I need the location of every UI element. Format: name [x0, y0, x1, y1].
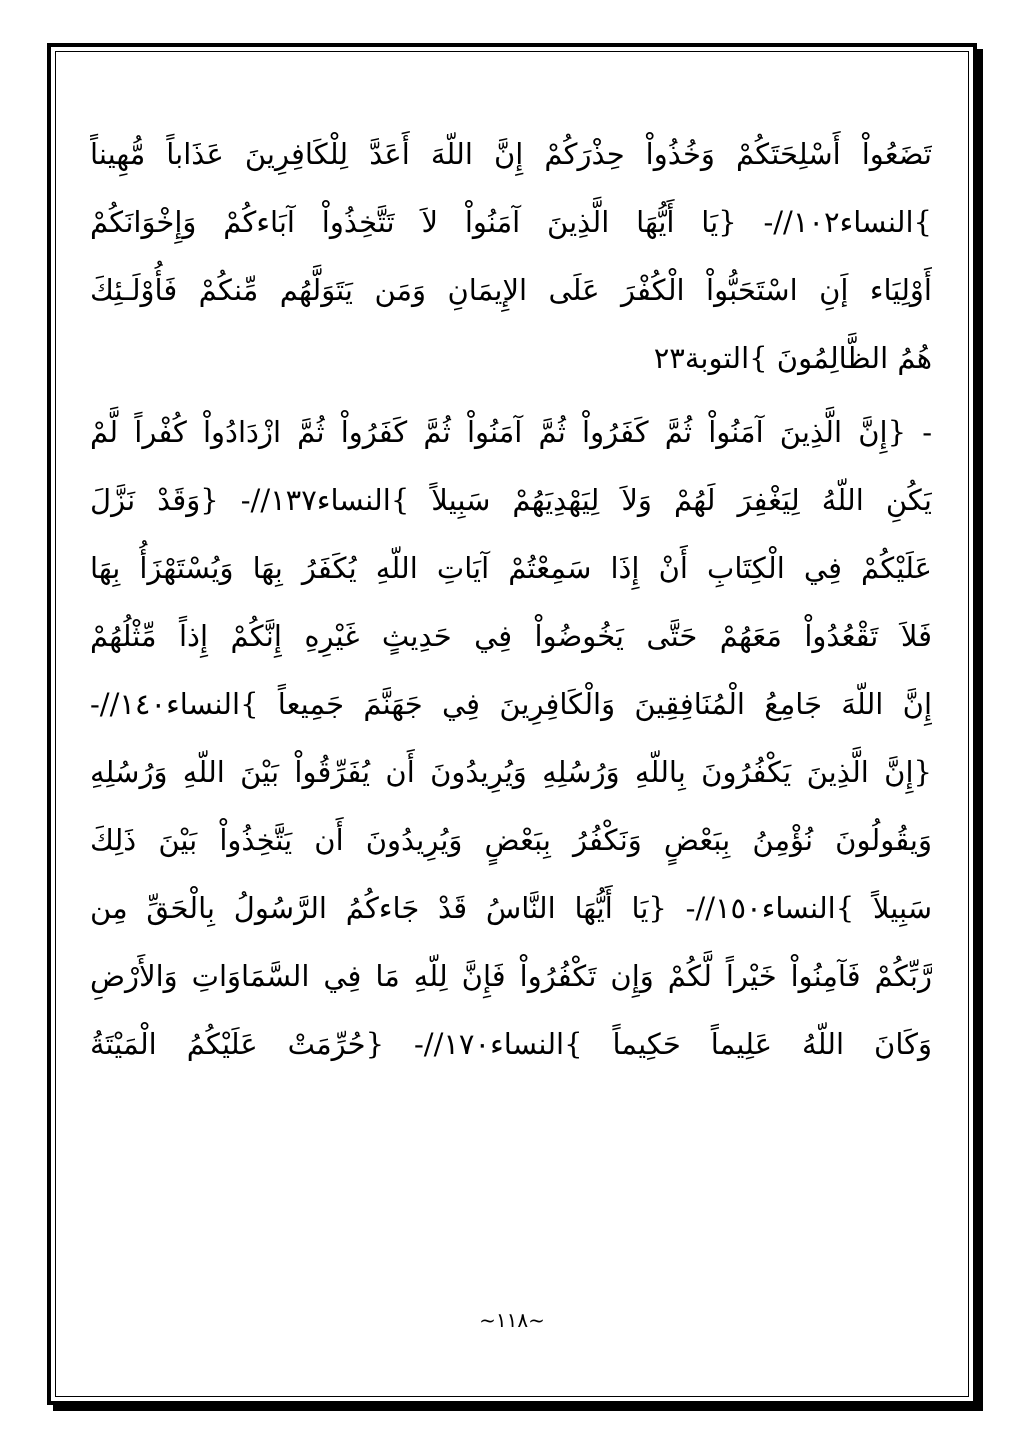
text-line-1: تَضَعُواْ أَسْلِحَتَكُمْ وَخُذُواْ حِذْرَكُمْ إِنَّ اللّهَ أَعَدَّ لِلْكَافِرِينَ عَذَاباً مُّهِيناً — [90, 137, 932, 171]
text-line-11: وَيقُولُونَ نُؤْمِنُ بِبَعْضٍ وَنَكْفُرُ بِبَعْضٍ وَيُرِيدُونَ أَن يَتَّخِذُواْ بَيْنَ ذَلِكَ — [90, 823, 932, 857]
document-body — [90, 120, 932, 1078]
page-number: ~١١٨~ — [479, 1308, 545, 1332]
text-line-6: يَكُنِ اللّهُ لِيَغْفِرَ لَهُمْ وَلاَ لِيَهْدِيَهُمْ سَبِيلاً }النساء١٣٧//- {وَقَدْ نَزَّلَ — [90, 483, 932, 517]
text-line-10: {إِنَّ الَّذِينَ يَكْفُرُونَ بِاللّهِ وَرُسُلِهِ وَيُرِيدُونَ أَن يُفَرِّقُواْ بَيْنَ اللّهِ وَرُسُلِهِ — [90, 755, 932, 789]
text-line-9: إِنَّ اللّهَ جَامِعُ الْمُنَافِقِينَ وَالْكَافِرِينَ فِي جَهَنَّمَ جَمِيعاً }النساء١٤٠//- — [90, 687, 932, 721]
text-line-7: عَلَيْكُمْ فِي الْكِتَابِ أَنْ إِذَا سَمِعْتُمْ آيَاتِ اللّهِ يُكَفَرُ بِهَا وَيُسْتَهْزَأُ بِهَا — [90, 551, 932, 585]
text-line-4: هُمُ الظَّالِمُونَ }التوبة٢٣ — [653, 341, 932, 375]
text-line-8: فَلاَ تَقْعُدُواْ مَعَهُمْ حَتَّى يَخُوضُواْ فِي حَدِيثٍ غَيْرِهِ إِنَّكُمْ إِذاً مِّثْلُهُمْ — [90, 619, 932, 653]
text-line-14: وَكَانَ اللّهُ عَلِيماً حَكِيماً }النساء١٧٠//- {حُرِّمَتْ عَلَيْكُمُ الْمَيْتَةُ — [90, 1027, 932, 1061]
text-line-3: أَوْلِيَاء إَنِ اسْتَحَبُّواْ الْكُفْرَ عَلَى الإِيمَانِ وَمَن يَتَوَلَّهُم مِّنكُمْ فَأُوْلَـئِكَ — [90, 273, 932, 307]
text-line-5: - {إِنَّ الَّذِينَ آمَنُواْ ثُمَّ كَفَرُواْ ثُمَّ آمَنُواْ ثُمَّ كَفَرُواْ ثُمَّ ازْدَادُواْ كُفْراً لَّمْ — [90, 415, 932, 449]
text-line-12: سَبِيلاً }النساء١٥٠//- {يَا أَيُّهَا النَّاسُ قَدْ جَاءكُمُ الرَّسُولُ بِالْحَقِّ مِن — [90, 891, 932, 925]
text-line-13: رَّبِّكُمْ فَآمِنُواْ خَيْراً لَّكُمْ وَإِن تَكْفُرُواْ فَإِنَّ لِلّهِ مَا فِي السَّمَاوَاتِ وَالأَرْضِ — [90, 959, 932, 993]
text-line-2: }النساء١٠٢//- {يَا أَيُّهَا الَّذِينَ آمَنُواْ لاَ تَتَّخِذُواْ آبَاءكُمْ وَإِخْوَانَكُمْ — [90, 205, 932, 239]
